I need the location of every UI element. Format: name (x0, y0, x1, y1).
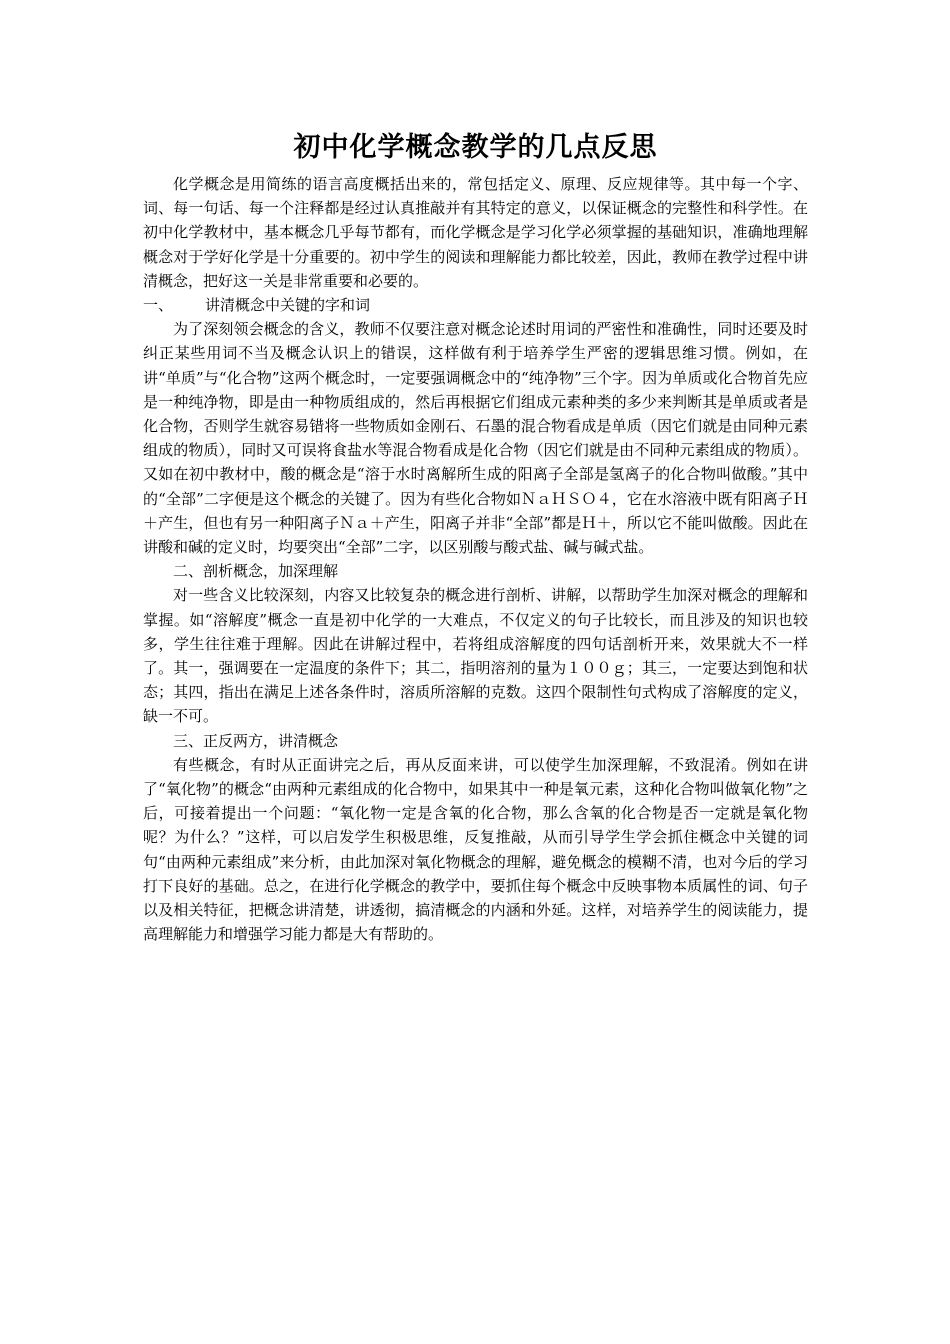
section-1-body: 为了深刻领会概念的含义，教师不仅要注意对概念论述时用词的严密性和准确性，同时还要及时纠正某些用词不当及概念认识上的错误，这样做有利于培养学生严密的逻辑思维习惯。例如，在讲“单质”与“化合物”这两个概念时，一定要强调概念中的“纯净物”三个字。因为单质或化合物首先应是一种纯净物，即是由一种物质组成的，然后再根据它们组成元素种类的多少来判断其是单质或者是化合物，否则学生就容易错将一些物质如金刚石、石墨的混合物看成是单质（因它们就是由同种元素组成的物质），同时又可误将食盐水等混合物看成是化合物（因它们就是由不同种元素组成的物质）。又如在初中教材中，酸的概念是“溶于水时离解所生成的阳离子全部是氢离子的化合物叫做酸。”其中的“全部”二字便是这个概念的关键了。因为有些化合物如ＮａＨＳＯ４，它在水溶液中既有阳离子Ｈ＋产生，但也有另一种阳离子Ｎａ＋产生，阳离子并非“全部”都是Ｈ＋，所以它不能叫做酸。因此在讲酸和碱的定义时，均要突出“全部”二字，以区别酸与酸式盐、碱与碱式盐。 (143, 320, 808, 557)
section-1-title: 讲清概念中关键的字和词 (205, 296, 371, 315)
section-2-heading: 二、剖析概念，加深理解 (173, 562, 339, 581)
document-page (143, 128, 808, 947)
section-2-body: 对一些含义比较深刻，内容又比较复杂的概念进行剖析、讲解，以帮助学生加深对概念的理解和掌握。如“溶解度”概念一直是初中化学的一大难点，不仅定义的句子比较长，而且涉及的知识也较多，学生往往难于理解。因此在讲解过程中，若将组成溶解度的四句话剖析开来，效果就大不一样了。其一，强调要在一定温度的条件下；其二，指明溶剂的量为１００ｇ；其三，一定要达到饱和状态；其四，指出在满足上述各条件时，溶质所溶解的克数。这四个限制性句式构成了溶解度的定义，缺一不可。 (143, 586, 808, 726)
section-1-heading (143, 293, 808, 317)
section-3-body: 有些概念，有时从正面讲完之后，再从反面来讲，可以使学生加深理解，不致混淆。例如在讲了“氧化物”的概念“由两种元素组成的化合物中，如果其中一种是氧元素，这种化合物叫做氧化物”之后，可接着提出一个问题：“氧化物一定是含氧的化合物，那么含氧的化合物是否一定就是氧化物呢？为什么？”这样，可以启发学生积极思维，反复推敲，从而引导学生学会抓住概念中关键的词句“由两种元素组成”来分析，由此加深对氧化物概念的理解，避免概念的模糊不清，也对今后的学习打下良好的基础。总之，在进行化学概念的教学中，要抓住每个概念中反映事物本质属性的词、句子以及相关特征，把概念讲清楚，讲透彻，搞清概念的内涵和外延。这样，对培养学生的阅读能力，提高理解能力和增强学习能力都是大有帮助的。 (143, 755, 808, 944)
page-title: 初中化学概念教学的几点反思 (293, 132, 658, 163)
section-3-heading: 三、正反两方，讲清概念 (173, 731, 339, 750)
section-1-number: 一、 (143, 296, 174, 315)
intro-paragraph: 化学概念是用简练的语言高度概括出来的，常包括定义、原理、反应规律等。其中每一个字、词、每一句话、每一个注释都是经过认真推敲并有其特定的意义，以保证概念的完整性和科学性。在初中化学教材中，基本概念几乎每节都有，而化学概念是学习化学必须掌握的基础知识，准确地理解概念对于学好化学是十分重要的。初中学生的阅读和理解能力都比较差，因此，教师在教学过程中讲清概念，把好这一关是非常重要和必要的。 (143, 175, 808, 290)
